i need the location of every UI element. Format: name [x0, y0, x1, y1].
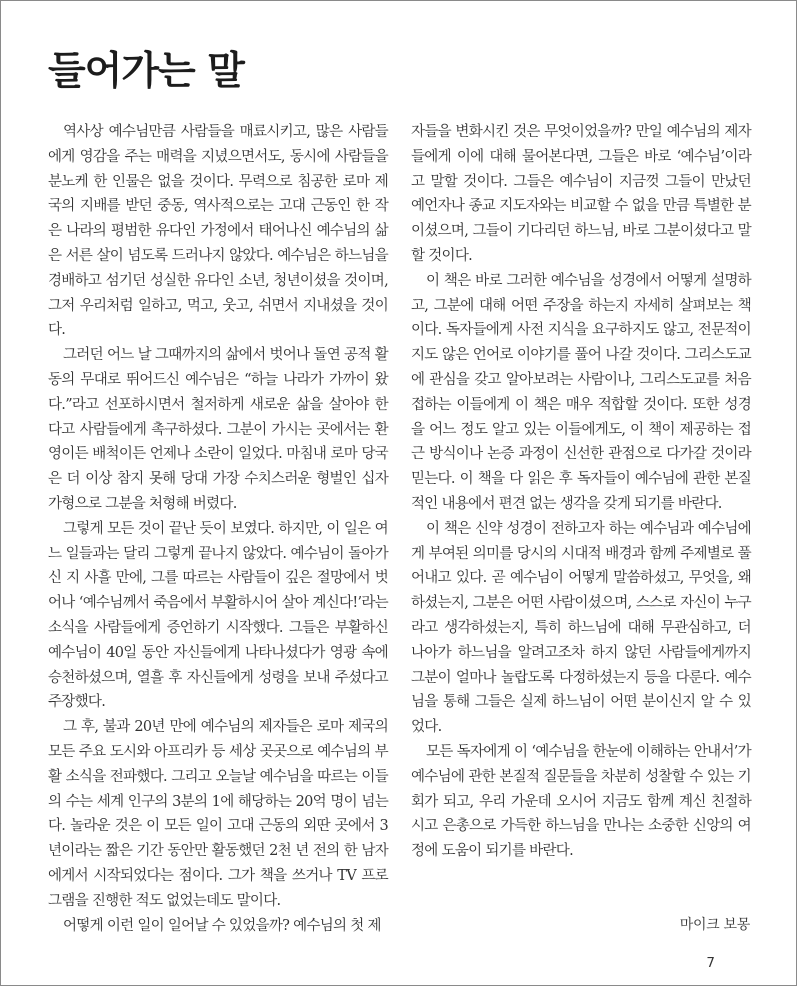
paragraph: 이 책은 신약 성경이 전하고자 하는 예수님과 예수님에게 부여된 의미를 당시의 시대적 배경과 함께 주제별로 풀어내고 있다. 곧 예수님이 어떻게 말씀하셨고, 무엇을, 왜 하셨는지, 그분은 어떤 사람이셨으며, 스스로 자신이 누구라고 생각하셨는지, 특히 하느님에 대해 무관심하고, 더 나아가 하느님을 알려고조차 하지 않던 사람들에게까지 그분이 얼마나 놀랍도록 다정하셨는지 등을 다룬다. 예수님을 통해 그들은 실제 하느님이 어떤 분이신지 알 수 있었다.	[411, 520, 751, 736]
paragraph: 그렇게 모든 것이 끝난 듯이 보였다. 하지만, 이 일은 여느 일들과는 달리 그렇게 끝나지 않았다. 예수님이 돌아가신 지 사흘 만에, 그를 따르는 사람들이 깊은 절망에서 벗어나 ‘예수님께서 죽음에서 부활하시어 살아 계신다!’라는 소식을 사람들에게 증언하기 시작했다. 그들은 부활하신 예수님이 40일 동안 자신들에게 나타나셨다가 영광 속에 승천하셨으며, 열흘 후 자신들에게 성령을 보내 주셨다고 주장했다.	[48, 520, 388, 711]
author-signature: 마이크 보몽	[679, 917, 750, 933]
left-column	[48, 120, 388, 938]
page-title: 들어가는 말	[48, 49, 244, 94]
page-number: 7	[706, 955, 715, 971]
paragraph-continued: 자들을 변화시킨 것은 무엇이었을까? 만일 예수님의 제자들에게 이에 대해 물어본다면, 그들은 바로 ‘예수님’이라고 말할 것이다. 그들은 예수님이 지금껏 그들이 만났던 예언자나 종교 지도자와는 비교할 수 없을 만큼 특별한 분이셨으며, 그들이 기다리던 하느님, 바로 그분이셨다고 말할 것이다.	[411, 124, 751, 264]
paragraph: 역사상 예수님만큼 사람들을 매료시키고, 많은 사람들에게 영감을 주는 매력을 지녔으면서도, 동시에 사람들을 분노케 한 인물은 없을 것이다. 무력으로 침공한 로마 제국의 지배를 받던 중동, 역사적으로는 고대 근동인 한 작은 나라의 평범한 유다인 가정에서 태어나신 예수님의 삶은 서른 살이 넘도록 드러나지 않았다. 예수님은 하느님을 경배하고 섬기던 성실한 유다인 소년, 청년이셨을 것이며, 그저 우리처럼 일하고, 먹고, 웃고, 쉬면서 지내셨을 것이다.	[48, 124, 388, 339]
paragraph: 그 후, 불과 20년 만에 예수님의 제자들은 로마 제국의 모든 주요 도시와 아프리카 등 세상 곳곳으로 예수님의 부활 소식을 전파했다. 그리고 오늘날 예수님을 따르는 이들의 수는 세계 인구의 3분의 1에 해당하는 20억 명이 넘는다. 놀라운 것은 이 모든 일이 고대 근동의 외딴 곳에서 3년이라는 짧은 기간 동안만 활동했던 2천 년 전의 한 남자에게서 시작되었다는 점이다. 그가 책을 쓰거나 TV 프로그램을 진행한 적도 없었는데도 말이다.	[48, 719, 388, 909]
paragraph: 어떻게 이런 일이 일어날 수 있었을까? 예수님의 첫 제	[63, 917, 381, 934]
paragraph: 모든 독자에게 이 ‘예수님을 한눈에 이해하는 안내서’가 예수님에 관한 본질적 질문들을 차분히 성찰할 수 있는 기회가 되고, 우리 가운데 오시어 지금도 함께 계신 친절하시고 은총으로 가득한 하느님을 만나는 소중한 신앙의 여정에 도움이 되기를 바란다.	[411, 743, 751, 860]
right-column	[411, 120, 751, 864]
paragraph: 이 책은 바로 그러한 예수님을 성경에서 어떻게 설명하고, 그분에 대해 어떤 주장을 하는지 자세히 살펴보는 책이다. 독자들에게 사전 지식을 요구하지도 않고, 전문적이지도 않은 언어로 이야기를 풀어 나갈 것이다. 그리스도교에 관심을 갖고 알아보려는 사람이나, 그리스도교를 처음 접하는 이들에게 이 책은 매우 적합할 것이다. 또한 성경을 어느 정도 알고 있는 이들에게도, 이 책이 제공하는 접근 방식이나 논증 과정이 신선한 관점으로 다가갈 것이라 믿는다. 이 책을 다 읽은 후 독자들이 예수님에 관한 본질적인 내용에서 편견 없는 생각을 갖게 되기를 바란다.	[411, 272, 751, 512]
paragraph: 그러던 어느 날 그때까지의 삶에서 벗어나 돌연 공적 활동의 무대로 뛰어드신 예수님은 “하늘 나라가 가까이 왔다.”라고 선포하시면서 철저하게 새로운 삶을 살아야 한다고 사람들에게 촉구하셨다. 그분이 가시는 곳에서는 환영이든 배척이든 언제나 소란이 일었다. 마침내 로마 당국은 더 이상 참지 못해 당대 가장 수치스러운 형벌인 십자가형으로 그분을 처형해 버렸다.	[48, 347, 388, 512]
